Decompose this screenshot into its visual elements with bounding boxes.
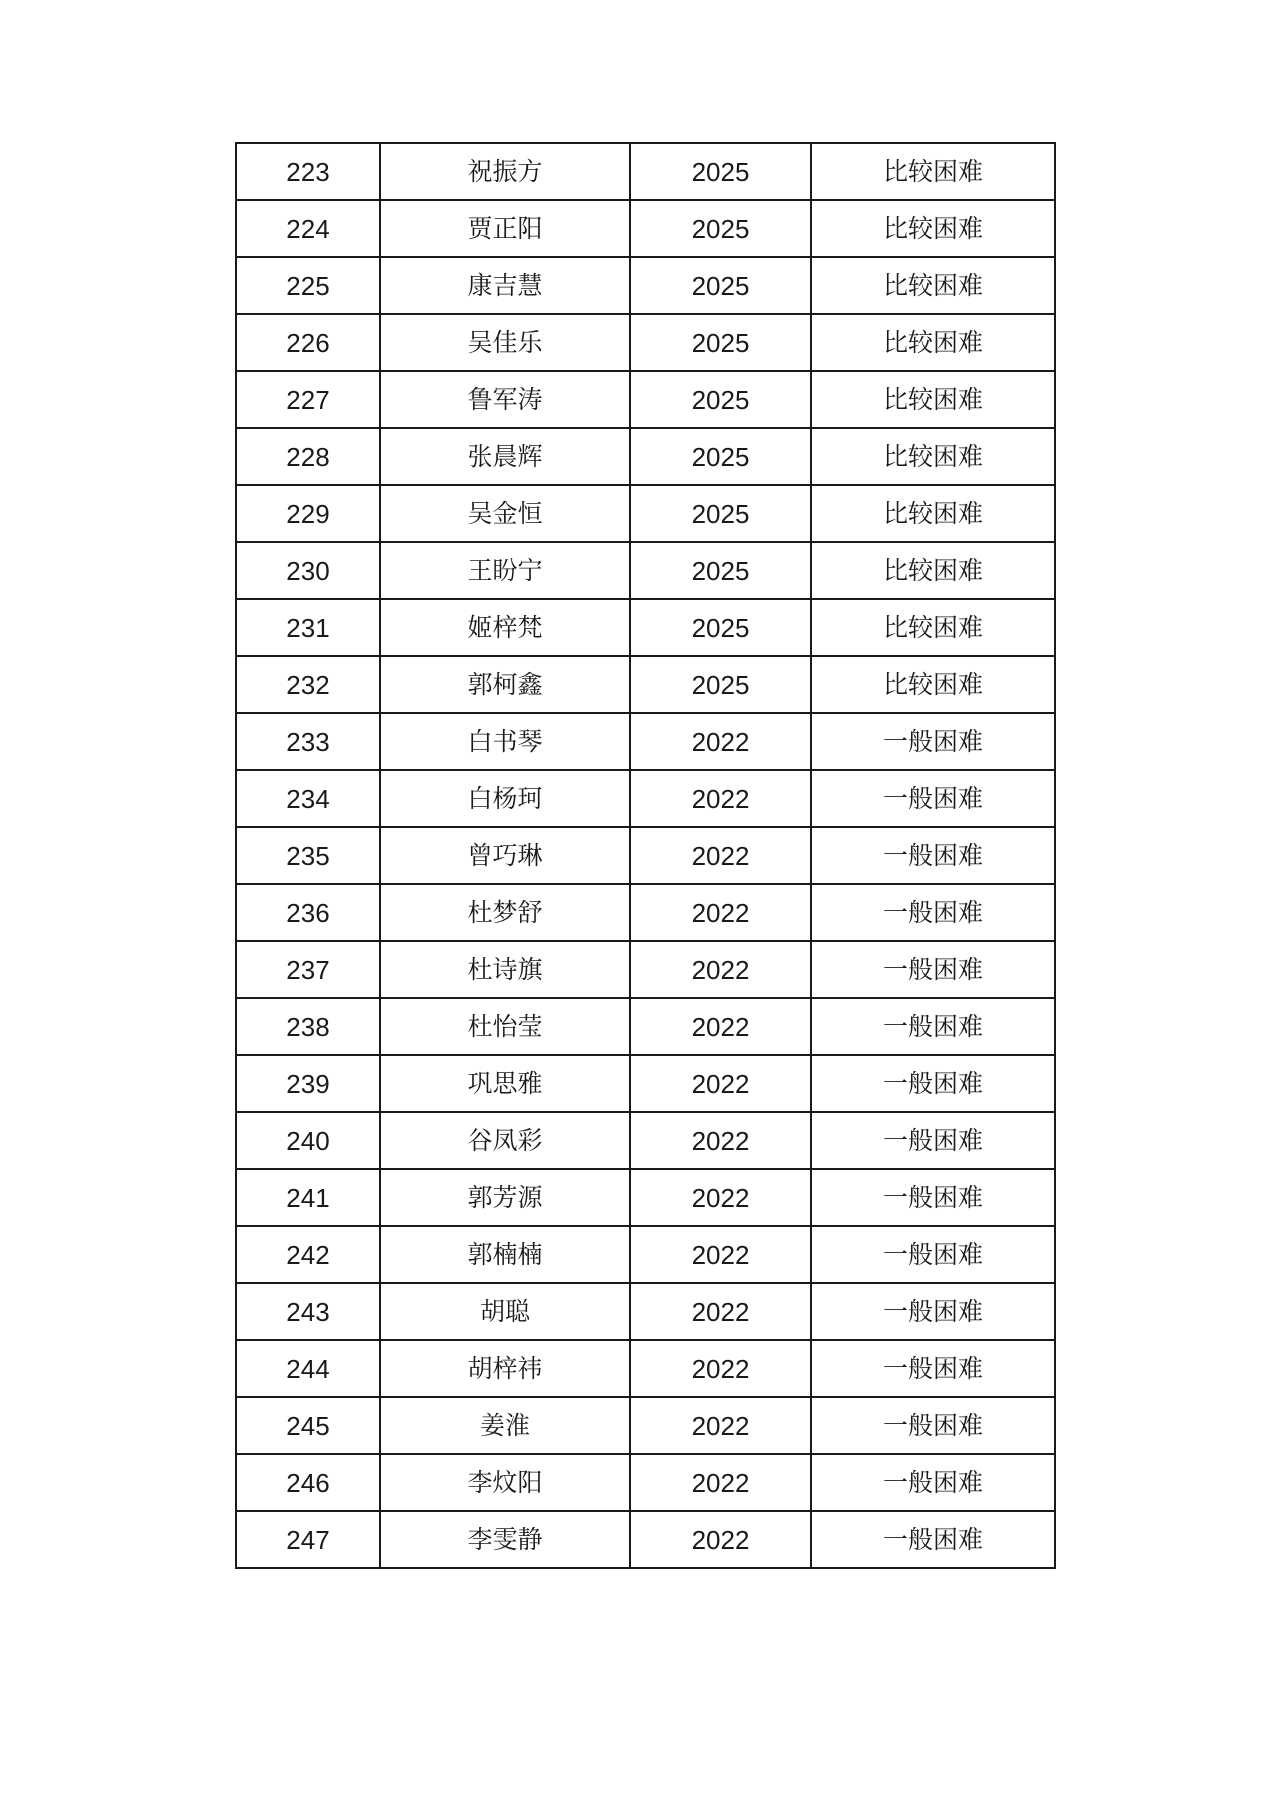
student-name-cell: 吴金恒 [380, 485, 630, 542]
table-row [236, 1112, 1055, 1169]
row-number-cell: 234 [236, 770, 380, 827]
student-name-cell: 杜诗旗 [380, 941, 630, 998]
difficulty-level-cell: 一般困难 [811, 1055, 1055, 1112]
table-row [236, 1226, 1055, 1283]
row-number-cell: 223 [236, 143, 380, 200]
row-number-cell: 242 [236, 1226, 380, 1283]
table-row [236, 1283, 1055, 1340]
difficulty-level-cell: 比较困难 [811, 314, 1055, 371]
difficulty-level-cell: 一般困难 [811, 1226, 1055, 1283]
year-cell: 2022 [630, 713, 811, 770]
table-row [236, 1397, 1055, 1454]
year-cell: 2025 [630, 371, 811, 428]
table-body [236, 143, 1055, 1568]
table-row [236, 713, 1055, 770]
year-cell: 2022 [630, 1283, 811, 1340]
year-cell: 2022 [630, 884, 811, 941]
row-number-cell: 224 [236, 200, 380, 257]
student-name-cell: 张晨辉 [380, 428, 630, 485]
row-number-cell: 226 [236, 314, 380, 371]
row-number-cell: 225 [236, 257, 380, 314]
student-name-cell: 姜淮 [380, 1397, 630, 1454]
row-number-cell: 236 [236, 884, 380, 941]
year-cell: 2025 [630, 428, 811, 485]
student-name-cell: 李炆阳 [380, 1454, 630, 1511]
row-number-cell: 238 [236, 998, 380, 1055]
year-cell: 2025 [630, 143, 811, 200]
table-row [236, 1511, 1055, 1568]
difficulty-level-cell: 一般困难 [811, 770, 1055, 827]
year-cell: 2025 [630, 314, 811, 371]
difficulty-level-cell: 一般困难 [811, 713, 1055, 770]
student-name-cell: 祝振方 [380, 143, 630, 200]
row-number-cell: 247 [236, 1511, 380, 1568]
document-page [235, 142, 1054, 1569]
year-cell: 2022 [630, 1340, 811, 1397]
year-cell: 2025 [630, 542, 811, 599]
year-cell: 2025 [630, 485, 811, 542]
difficulty-level-cell: 一般困难 [811, 1283, 1055, 1340]
difficulty-level-cell: 比较困难 [811, 656, 1055, 713]
student-name-cell: 李雯静 [380, 1511, 630, 1568]
table-row [236, 1454, 1055, 1511]
table-row [236, 599, 1055, 656]
student-name-cell: 鲁军涛 [380, 371, 630, 428]
table-row [236, 1340, 1055, 1397]
table-row [236, 770, 1055, 827]
difficulty-level-cell: 比较困难 [811, 200, 1055, 257]
table-row [236, 428, 1055, 485]
difficulty-level-cell: 一般困难 [811, 941, 1055, 998]
row-number-cell: 241 [236, 1169, 380, 1226]
difficulty-level-cell: 一般困难 [811, 1340, 1055, 1397]
table-row [236, 485, 1055, 542]
difficulty-level-cell: 比较困难 [811, 428, 1055, 485]
student-name-cell: 杜怡莹 [380, 998, 630, 1055]
difficulty-level-cell: 一般困难 [811, 884, 1055, 941]
year-cell: 2022 [630, 770, 811, 827]
year-cell: 2022 [630, 1112, 811, 1169]
table-row [236, 827, 1055, 884]
table-row [236, 998, 1055, 1055]
student-name-cell: 康吉慧 [380, 257, 630, 314]
table-row [236, 656, 1055, 713]
row-number-cell: 233 [236, 713, 380, 770]
student-name-cell: 巩思雅 [380, 1055, 630, 1112]
row-number-cell: 237 [236, 941, 380, 998]
row-number-cell: 230 [236, 542, 380, 599]
student-name-cell: 白杨珂 [380, 770, 630, 827]
student-name-cell: 白书琴 [380, 713, 630, 770]
row-number-cell: 235 [236, 827, 380, 884]
table-row [236, 200, 1055, 257]
student-name-cell: 郭芳源 [380, 1169, 630, 1226]
table-row [236, 257, 1055, 314]
student-name-cell: 郭楠楠 [380, 1226, 630, 1283]
table-row [236, 542, 1055, 599]
row-number-cell: 228 [236, 428, 380, 485]
row-number-cell: 240 [236, 1112, 380, 1169]
table-row [236, 371, 1055, 428]
row-number-cell: 245 [236, 1397, 380, 1454]
year-cell: 2025 [630, 257, 811, 314]
year-cell: 2022 [630, 998, 811, 1055]
student-name-cell: 王盼宁 [380, 542, 630, 599]
table-row [236, 143, 1055, 200]
year-cell: 2025 [630, 599, 811, 656]
year-cell: 2022 [630, 1397, 811, 1454]
row-number-cell: 244 [236, 1340, 380, 1397]
year-cell: 2022 [630, 1055, 811, 1112]
year-cell: 2022 [630, 827, 811, 884]
row-number-cell: 246 [236, 1454, 380, 1511]
row-number-cell: 227 [236, 371, 380, 428]
difficulty-level-cell: 比较困难 [811, 143, 1055, 200]
row-number-cell: 231 [236, 599, 380, 656]
year-cell: 2022 [630, 1169, 811, 1226]
row-number-cell: 229 [236, 485, 380, 542]
difficulty-level-cell: 比较困难 [811, 485, 1055, 542]
difficulty-level-cell: 一般困难 [811, 1397, 1055, 1454]
student-name-cell: 曾巧琳 [380, 827, 630, 884]
student-name-cell: 姬梓梵 [380, 599, 630, 656]
difficulty-level-cell: 一般困难 [811, 1112, 1055, 1169]
table-row [236, 941, 1055, 998]
student-name-cell: 杜梦舒 [380, 884, 630, 941]
student-name-cell: 吴佳乐 [380, 314, 630, 371]
student-name-cell: 胡梓祎 [380, 1340, 630, 1397]
difficulty-level-cell: 一般困难 [811, 1454, 1055, 1511]
difficulty-level-cell: 一般困难 [811, 1511, 1055, 1568]
difficulty-level-cell: 比较困难 [811, 542, 1055, 599]
year-cell: 2022 [630, 1454, 811, 1511]
year-cell: 2025 [630, 656, 811, 713]
student-name-cell: 郭柯鑫 [380, 656, 630, 713]
row-number-cell: 239 [236, 1055, 380, 1112]
student-name-cell: 谷凤彩 [380, 1112, 630, 1169]
table-row [236, 1169, 1055, 1226]
student-roster-table [235, 142, 1056, 1569]
difficulty-level-cell: 一般困难 [811, 998, 1055, 1055]
row-number-cell: 243 [236, 1283, 380, 1340]
student-name-cell: 胡聪 [380, 1283, 630, 1340]
table-row [236, 1055, 1055, 1112]
table-row [236, 884, 1055, 941]
row-number-cell: 232 [236, 656, 380, 713]
year-cell: 2022 [630, 1511, 811, 1568]
year-cell: 2025 [630, 200, 811, 257]
student-name-cell: 贾正阳 [380, 200, 630, 257]
difficulty-level-cell: 比较困难 [811, 257, 1055, 314]
difficulty-level-cell: 一般困难 [811, 827, 1055, 884]
table-row [236, 314, 1055, 371]
year-cell: 2022 [630, 941, 811, 998]
year-cell: 2022 [630, 1226, 811, 1283]
difficulty-level-cell: 比较困难 [811, 599, 1055, 656]
difficulty-level-cell: 比较困难 [811, 371, 1055, 428]
difficulty-level-cell: 一般困难 [811, 1169, 1055, 1226]
